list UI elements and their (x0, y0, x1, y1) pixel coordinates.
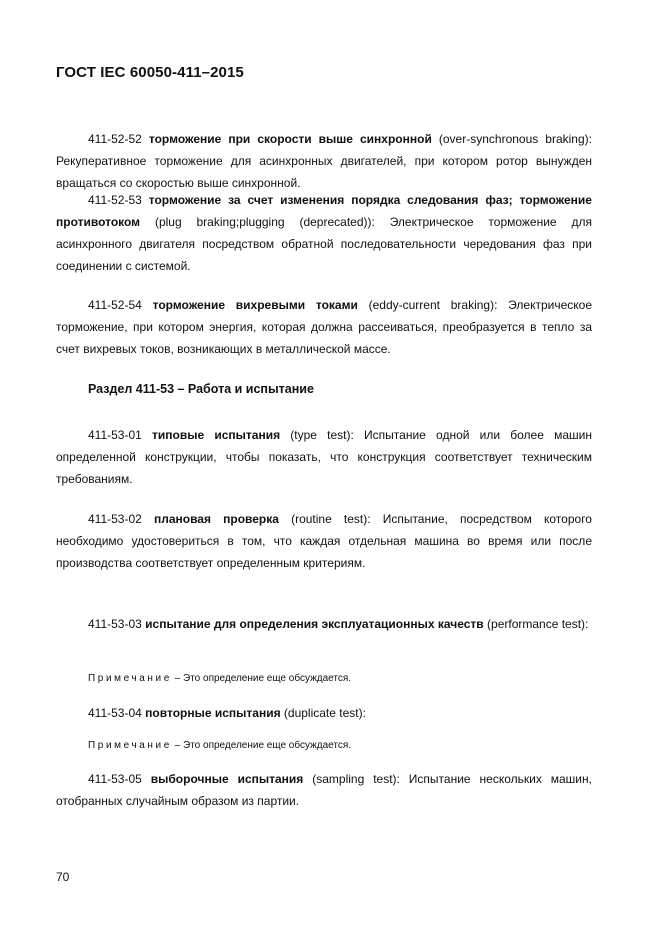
entry-definition: (over-synchronous braking): Рекуперативное торможение для асинхронных двигателей, при котором ротор вынужден вращаться со скоростью выше синхронной. (56, 132, 592, 190)
entry-411-53-02 (56, 508, 592, 574)
note-label: Примечание (88, 740, 172, 751)
entry-number: 411-53-05 (88, 772, 142, 786)
note-text: – Это определение еще обсуждается. (171, 740, 352, 751)
entry-411-53-03 (56, 613, 592, 635)
entry-term: типовые испытания (152, 428, 281, 442)
entry-definition: (routine test): Испытание, посредством которого необходимо удостовериться в том, что каждая отдельная машина во время или после производства соответствует определенным критериям. (56, 512, 592, 570)
entry-number: 411-53-01 (88, 428, 142, 442)
entry-definition: (plug braking;plugging (deprecated)): Электрическое торможение для асинхронного двигателя посредством обратной последовательности чередования фаз при соединении с системой. (56, 215, 592, 273)
entry-number: 411-53-03 (88, 617, 142, 631)
entry-term: выборочные испытания (150, 772, 304, 786)
note (88, 672, 351, 686)
entry-term: торможение вихревыми токами (152, 298, 358, 312)
entry-definition: (performance test): (483, 617, 589, 631)
entry-number: 411-52-52 (88, 132, 142, 146)
document-header: ГОСТ IEC 60050-411–2015 (56, 64, 244, 81)
entry-411-52-53 (56, 189, 592, 277)
entry-term: торможение при скорости выше синхронной (148, 132, 432, 146)
entry-term: повторные испытания (145, 706, 281, 720)
note (88, 739, 351, 753)
entry-number: 411-52-53 (88, 193, 142, 207)
entry-number: 411-53-04 (88, 706, 142, 720)
entry-definition: (duplicate test): (280, 706, 366, 720)
section-title: Раздел 411-53 – Работа и испытание (88, 382, 314, 396)
note-label: Примечание (88, 673, 172, 684)
entry-definition: (type test): Испытание одной или более машин определенной конструкции, чтобы показать, что конструкция соответствует техническим требованиям. (56, 428, 592, 486)
entry-term: торможение за счет изменения порядка следования фаз; торможение противотоком (56, 193, 592, 229)
entry-definition: (sampling test): Испытание нескольких машин, отобранных случайным образом из партии. (56, 772, 592, 808)
entry-411-52-52 (56, 128, 592, 194)
entry-number: 411-53-02 (88, 512, 142, 526)
entry-411-53-04 (56, 702, 592, 724)
entry-411-53-01 (56, 424, 592, 490)
entry-definition: (eddy-current braking): Электрическое торможение, при котором энергия, которая должна рассеиваться, преобразуется в тепло за счет вихревых токов, возникающих в металлической массе. (56, 298, 592, 356)
entry-term: плановая проверка (153, 512, 279, 526)
entry-411-53-05 (56, 768, 592, 812)
entry-term: испытание для определения эксплуатационных качеств (145, 617, 484, 631)
entry-number: 411-52-54 (88, 298, 142, 312)
entry-411-52-54 (56, 294, 592, 360)
page-number: 70 (56, 870, 70, 884)
note-text: – Это определение еще обсуждается. (171, 673, 352, 684)
